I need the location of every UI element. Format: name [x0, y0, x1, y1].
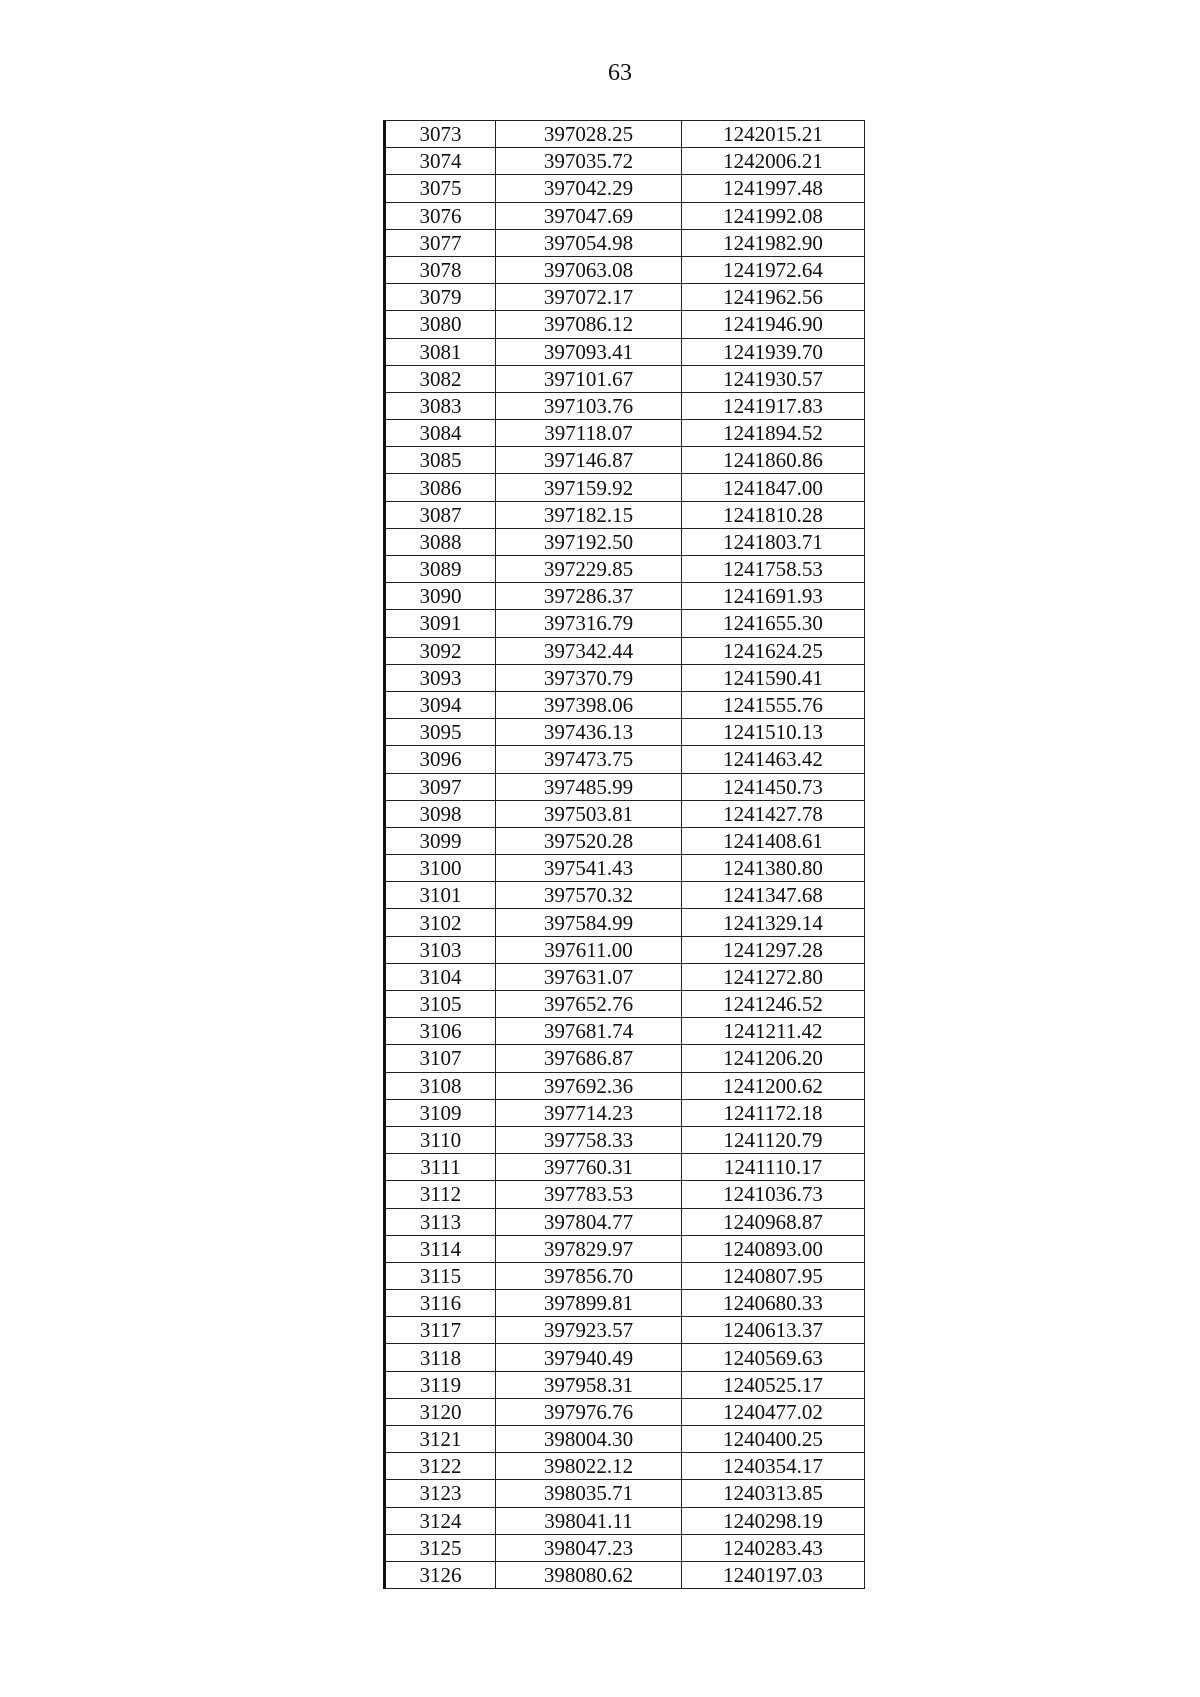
table-row [385, 1235, 865, 1262]
x-coordinate-cell: 397681.74 [496, 1018, 682, 1045]
table-row [385, 1262, 865, 1289]
x-coordinate-cell: 398041.11 [496, 1507, 682, 1534]
y-coordinate-cell: 1240477.02 [682, 1398, 865, 1425]
table-row [385, 175, 865, 202]
point-number-cell: 3085 [385, 447, 496, 474]
point-number-cell: 3079 [385, 284, 496, 311]
table-row [385, 909, 865, 936]
y-coordinate-cell: 1241347.68 [682, 882, 865, 909]
y-coordinate-cell: 1240283.43 [682, 1534, 865, 1561]
x-coordinate-cell: 397101.67 [496, 365, 682, 392]
y-coordinate-cell: 1241860.86 [682, 447, 865, 474]
point-number-cell: 3077 [385, 229, 496, 256]
point-number-cell: 3108 [385, 1072, 496, 1099]
x-coordinate-cell: 397503.81 [496, 800, 682, 827]
y-coordinate-cell: 1241555.76 [682, 691, 865, 718]
x-coordinate-cell: 397783.53 [496, 1181, 682, 1208]
table-row [385, 420, 865, 447]
point-number-cell: 3109 [385, 1099, 496, 1126]
table-row [385, 501, 865, 528]
x-coordinate-cell: 397570.32 [496, 882, 682, 909]
table-row [385, 882, 865, 909]
y-coordinate-cell: 1240197.03 [682, 1561, 865, 1588]
y-coordinate-cell: 1242006.21 [682, 148, 865, 175]
x-coordinate-cell: 397072.17 [496, 284, 682, 311]
y-coordinate-cell: 1241803.71 [682, 528, 865, 555]
point-number-cell: 3089 [385, 556, 496, 583]
table-row [385, 1344, 865, 1371]
table-row [385, 1507, 865, 1534]
y-coordinate-cell: 1241962.56 [682, 284, 865, 311]
x-coordinate-cell: 397758.33 [496, 1126, 682, 1153]
point-number-cell: 3119 [385, 1371, 496, 1398]
table-row [385, 284, 865, 311]
y-coordinate-cell: 1241120.79 [682, 1126, 865, 1153]
x-coordinate-cell: 397159.92 [496, 474, 682, 501]
point-number-cell: 3083 [385, 392, 496, 419]
point-number-cell: 3097 [385, 773, 496, 800]
y-coordinate-cell: 1240680.33 [682, 1290, 865, 1317]
table-row [385, 392, 865, 419]
table-row [385, 1208, 865, 1235]
table-row [385, 556, 865, 583]
y-coordinate-cell: 1241992.08 [682, 202, 865, 229]
table-row [385, 1181, 865, 1208]
y-coordinate-cell: 1240613.37 [682, 1317, 865, 1344]
point-number-cell: 3103 [385, 936, 496, 963]
y-coordinate-cell: 1241510.13 [682, 719, 865, 746]
y-coordinate-cell: 1241036.73 [682, 1181, 865, 1208]
table-row [385, 1018, 865, 1045]
y-coordinate-cell: 1241463.42 [682, 746, 865, 773]
point-number-cell: 3118 [385, 1344, 496, 1371]
table-row [385, 1398, 865, 1425]
table-row [385, 827, 865, 854]
point-number-cell: 3076 [385, 202, 496, 229]
y-coordinate-cell: 1241246.52 [682, 991, 865, 1018]
y-coordinate-cell: 1241272.80 [682, 963, 865, 990]
x-coordinate-cell: 397286.37 [496, 583, 682, 610]
y-coordinate-cell: 1241380.80 [682, 855, 865, 882]
point-number-cell: 3091 [385, 610, 496, 637]
point-number-cell: 3105 [385, 991, 496, 1018]
point-number-cell: 3098 [385, 800, 496, 827]
table-row [385, 1561, 865, 1588]
table-row [385, 1371, 865, 1398]
y-coordinate-cell: 1241408.61 [682, 827, 865, 854]
x-coordinate-cell: 398080.62 [496, 1561, 682, 1588]
x-coordinate-cell: 397652.76 [496, 991, 682, 1018]
table-row [385, 664, 865, 691]
x-coordinate-cell: 397714.23 [496, 1099, 682, 1126]
point-number-cell: 3125 [385, 1534, 496, 1561]
y-coordinate-cell: 1241172.18 [682, 1099, 865, 1126]
y-coordinate-cell: 1240525.17 [682, 1371, 865, 1398]
x-coordinate-cell: 397028.25 [496, 121, 682, 148]
y-coordinate-cell: 1241200.62 [682, 1072, 865, 1099]
table-row [385, 202, 865, 229]
table-row [385, 338, 865, 365]
y-coordinate-cell: 1241946.90 [682, 311, 865, 338]
x-coordinate-cell: 397398.06 [496, 691, 682, 718]
y-coordinate-cell: 1240400.25 [682, 1426, 865, 1453]
x-coordinate-cell: 398047.23 [496, 1534, 682, 1561]
y-coordinate-cell: 1241427.78 [682, 800, 865, 827]
y-coordinate-cell: 1241810.28 [682, 501, 865, 528]
x-coordinate-cell: 397611.00 [496, 936, 682, 963]
y-coordinate-cell: 1242015.21 [682, 121, 865, 148]
y-coordinate-cell: 1241847.00 [682, 474, 865, 501]
point-number-cell: 3100 [385, 855, 496, 882]
y-coordinate-cell: 1240298.19 [682, 1507, 865, 1534]
x-coordinate-cell: 397086.12 [496, 311, 682, 338]
point-number-cell: 3073 [385, 121, 496, 148]
x-coordinate-cell: 397584.99 [496, 909, 682, 936]
y-coordinate-cell: 1241297.28 [682, 936, 865, 963]
y-coordinate-cell: 1241206.20 [682, 1045, 865, 1072]
x-coordinate-cell: 397520.28 [496, 827, 682, 854]
table-row [385, 528, 865, 555]
table-row [385, 1453, 865, 1480]
point-number-cell: 3095 [385, 719, 496, 746]
point-number-cell: 3111 [385, 1154, 496, 1181]
point-number-cell: 3087 [385, 501, 496, 528]
table-row [385, 991, 865, 1018]
x-coordinate-cell: 397054.98 [496, 229, 682, 256]
coordinates-table [383, 120, 865, 1589]
point-number-cell: 3082 [385, 365, 496, 392]
x-coordinate-cell: 397103.76 [496, 392, 682, 419]
x-coordinate-cell: 397804.77 [496, 1208, 682, 1235]
table-row [385, 1480, 865, 1507]
table-row [385, 691, 865, 718]
table-row [385, 121, 865, 148]
table-row [385, 1072, 865, 1099]
table-row [385, 637, 865, 664]
point-number-cell: 3074 [385, 148, 496, 175]
y-coordinate-cell: 1240807.95 [682, 1262, 865, 1289]
x-coordinate-cell: 397192.50 [496, 528, 682, 555]
y-coordinate-cell: 1240968.87 [682, 1208, 865, 1235]
point-number-cell: 3078 [385, 256, 496, 283]
point-number-cell: 3102 [385, 909, 496, 936]
point-number-cell: 3090 [385, 583, 496, 610]
x-coordinate-cell: 397436.13 [496, 719, 682, 746]
table-row [385, 148, 865, 175]
point-number-cell: 3101 [385, 882, 496, 909]
point-number-cell: 3124 [385, 1507, 496, 1534]
table-row [385, 963, 865, 990]
table-row [385, 229, 865, 256]
point-number-cell: 3122 [385, 1453, 496, 1480]
point-number-cell: 3084 [385, 420, 496, 447]
x-coordinate-cell: 397692.36 [496, 1072, 682, 1099]
point-number-cell: 3104 [385, 963, 496, 990]
table-row [385, 1290, 865, 1317]
point-number-cell: 3080 [385, 311, 496, 338]
y-coordinate-cell: 1241972.64 [682, 256, 865, 283]
x-coordinate-cell: 397686.87 [496, 1045, 682, 1072]
x-coordinate-cell: 397485.99 [496, 773, 682, 800]
point-number-cell: 3081 [385, 338, 496, 365]
point-number-cell: 3075 [385, 175, 496, 202]
y-coordinate-cell: 1241982.90 [682, 229, 865, 256]
y-coordinate-cell: 1240354.17 [682, 1453, 865, 1480]
point-number-cell: 3117 [385, 1317, 496, 1344]
y-coordinate-cell: 1241329.14 [682, 909, 865, 936]
x-coordinate-cell: 397146.87 [496, 447, 682, 474]
x-coordinate-cell: 397958.31 [496, 1371, 682, 1398]
y-coordinate-cell: 1241691.93 [682, 583, 865, 610]
x-coordinate-cell: 398004.30 [496, 1426, 682, 1453]
table-row [385, 855, 865, 882]
point-number-cell: 3096 [385, 746, 496, 773]
table-row [385, 719, 865, 746]
x-coordinate-cell: 397047.69 [496, 202, 682, 229]
point-number-cell: 3120 [385, 1398, 496, 1425]
y-coordinate-cell: 1241917.83 [682, 392, 865, 419]
point-number-cell: 3121 [385, 1426, 496, 1453]
point-number-cell: 3114 [385, 1235, 496, 1262]
x-coordinate-cell: 398022.12 [496, 1453, 682, 1480]
y-coordinate-cell: 1241624.25 [682, 637, 865, 664]
y-coordinate-cell: 1240569.63 [682, 1344, 865, 1371]
x-coordinate-cell: 397118.07 [496, 420, 682, 447]
x-coordinate-cell: 397182.15 [496, 501, 682, 528]
point-number-cell: 3106 [385, 1018, 496, 1045]
y-coordinate-cell: 1241211.42 [682, 1018, 865, 1045]
x-coordinate-cell: 397899.81 [496, 1290, 682, 1317]
table-row [385, 1154, 865, 1181]
y-coordinate-cell: 1241110.17 [682, 1154, 865, 1181]
y-coordinate-cell: 1240893.00 [682, 1235, 865, 1262]
point-number-cell: 3116 [385, 1290, 496, 1317]
x-coordinate-cell: 397940.49 [496, 1344, 682, 1371]
table-row [385, 474, 865, 501]
x-coordinate-cell: 397229.85 [496, 556, 682, 583]
page-number: 63 [608, 60, 632, 86]
point-number-cell: 3113 [385, 1208, 496, 1235]
x-coordinate-cell: 397760.31 [496, 1154, 682, 1181]
table-row [385, 447, 865, 474]
y-coordinate-cell: 1241939.70 [682, 338, 865, 365]
y-coordinate-cell: 1241590.41 [682, 664, 865, 691]
table-row [385, 1045, 865, 1072]
point-number-cell: 3115 [385, 1262, 496, 1289]
x-coordinate-cell: 397829.97 [496, 1235, 682, 1262]
y-coordinate-cell: 1241894.52 [682, 420, 865, 447]
x-coordinate-cell: 397042.29 [496, 175, 682, 202]
table-row [385, 311, 865, 338]
table-row [385, 1426, 865, 1453]
point-number-cell: 3112 [385, 1181, 496, 1208]
point-number-cell: 3094 [385, 691, 496, 718]
x-coordinate-cell: 397923.57 [496, 1317, 682, 1344]
point-number-cell: 3086 [385, 474, 496, 501]
x-coordinate-cell: 397035.72 [496, 148, 682, 175]
table-row [385, 610, 865, 637]
table-row [385, 365, 865, 392]
table-row [385, 746, 865, 773]
point-number-cell: 3126 [385, 1561, 496, 1588]
point-number-cell: 3088 [385, 528, 496, 555]
x-coordinate-cell: 397342.44 [496, 637, 682, 664]
table-row [385, 1126, 865, 1153]
table-row [385, 773, 865, 800]
table-row [385, 1317, 865, 1344]
x-coordinate-cell: 398035.71 [496, 1480, 682, 1507]
table-row [385, 936, 865, 963]
point-number-cell: 3123 [385, 1480, 496, 1507]
table-row [385, 583, 865, 610]
x-coordinate-cell: 397541.43 [496, 855, 682, 882]
table-row [385, 1534, 865, 1561]
point-number-cell: 3107 [385, 1045, 496, 1072]
table-row [385, 800, 865, 827]
x-coordinate-cell: 397093.41 [496, 338, 682, 365]
table-row [385, 256, 865, 283]
point-number-cell: 3099 [385, 827, 496, 854]
y-coordinate-cell: 1241450.73 [682, 773, 865, 800]
x-coordinate-cell: 397976.76 [496, 1398, 682, 1425]
point-number-cell: 3092 [385, 637, 496, 664]
coordinates-table-body [385, 121, 865, 1589]
table-row [385, 1099, 865, 1126]
x-coordinate-cell: 397316.79 [496, 610, 682, 637]
point-number-cell: 3093 [385, 664, 496, 691]
point-number-cell: 3110 [385, 1126, 496, 1153]
x-coordinate-cell: 397370.79 [496, 664, 682, 691]
x-coordinate-cell: 397631.07 [496, 963, 682, 990]
y-coordinate-cell: 1241655.30 [682, 610, 865, 637]
y-coordinate-cell: 1240313.85 [682, 1480, 865, 1507]
y-coordinate-cell: 1241930.57 [682, 365, 865, 392]
x-coordinate-cell: 397063.08 [496, 256, 682, 283]
y-coordinate-cell: 1241758.53 [682, 556, 865, 583]
x-coordinate-cell: 397473.75 [496, 746, 682, 773]
y-coordinate-cell: 1241997.48 [682, 175, 865, 202]
x-coordinate-cell: 397856.70 [496, 1262, 682, 1289]
